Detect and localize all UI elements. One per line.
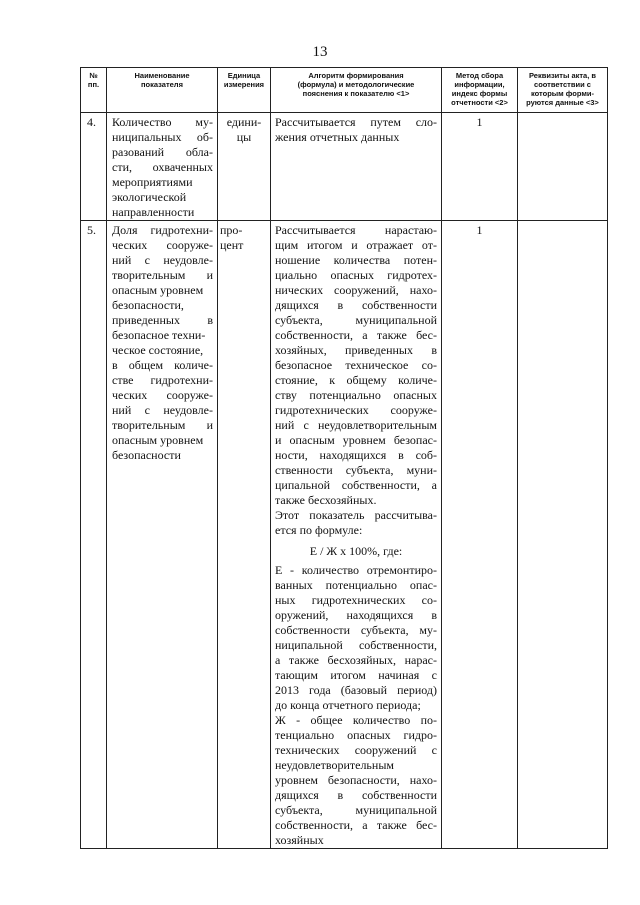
indicator-method: 1 bbox=[442, 221, 518, 849]
header-requisites: Реквизиты акта, в соответствии с которым форми- руются данные <3> bbox=[518, 68, 608, 113]
header-method: Метод сбора информации, индекс формы отчетности <2> bbox=[442, 68, 518, 113]
table-header-row bbox=[81, 68, 608, 113]
indicator-algorithm: Рассчитывается путем сло- жения отчетных данных bbox=[271, 113, 442, 221]
indicator-unit: едини- цы bbox=[218, 113, 271, 221]
indicator-unit: про- цент bbox=[218, 221, 271, 849]
header-unit: Единица измерения bbox=[218, 68, 271, 113]
indicator-name: Доля гидротехни- ческих сооруже- ний с неудовле- творительным и опасным уровнем безопасности, приведенных в безопасное техни- ческое состояние, в общем количе- стве гидротехни- ческих сооруже- ний с неудовле- творительным и опасным уровнем безопасности bbox=[107, 221, 218, 849]
indicator-name: Количество му- ниципальных об- разований обла- сти, охваченных мероприятиями экологической направленности bbox=[107, 113, 218, 221]
formula: Е / Ж х 100%, где: bbox=[309, 544, 403, 558]
table-row bbox=[81, 221, 608, 849]
indicator-requisites bbox=[518, 113, 608, 221]
header-name: Наименование показателя bbox=[107, 68, 218, 113]
indicator-algorithm: Рассчитывается нарастаю- щим итогом и отражает от- ношение количества потен- циально опасных гидротех- нических сооружений, нахо- дящихся в собственности субъекта, муниципальной собственности, а также бес- хозяйных, приведенных в безопасное техническое со- стояние, к общему количе- ству потенциально опасных гидротехнических сооруже- ний с неудовлетворительным и опасным уровнем безопас- ности, находящихся в соб- ственности субъекта, муни- ципальной собственности, а также бесхозяйных. Этот показатель рассчитыва- ется по формуле: Е / Ж х 100%, где: Е - количество отремонтиро- ванных потенциально опас- ных гидротехнических со- оружений, находящихся в собственности субъекта, му- ниципальной собственности, а также бесхозяйных, нарас- тающим итогом начиная с 2013 года (базовый период) до конца отчетного периода; Ж - общее количество по- тенциально опасных гидро- технических сооружений с неудовлетворительным уровнем безопасности, нахо- дящихся в собственности субъекта, муниципальной собственности, а также бес- хозяйных bbox=[271, 221, 442, 849]
indicators-table bbox=[80, 67, 608, 849]
page-number: 13 bbox=[312, 44, 328, 60]
header-algorithm: Алгоритм формирования (формула) и методологические пояснения к показателю <1> bbox=[271, 68, 442, 113]
indicator-requisites bbox=[518, 221, 608, 849]
row-number: 4. bbox=[81, 113, 107, 221]
row-number: 5. bbox=[81, 221, 107, 849]
table-row bbox=[81, 113, 608, 221]
header-num: № пп. bbox=[81, 68, 107, 113]
indicator-method: 1 bbox=[442, 113, 518, 221]
